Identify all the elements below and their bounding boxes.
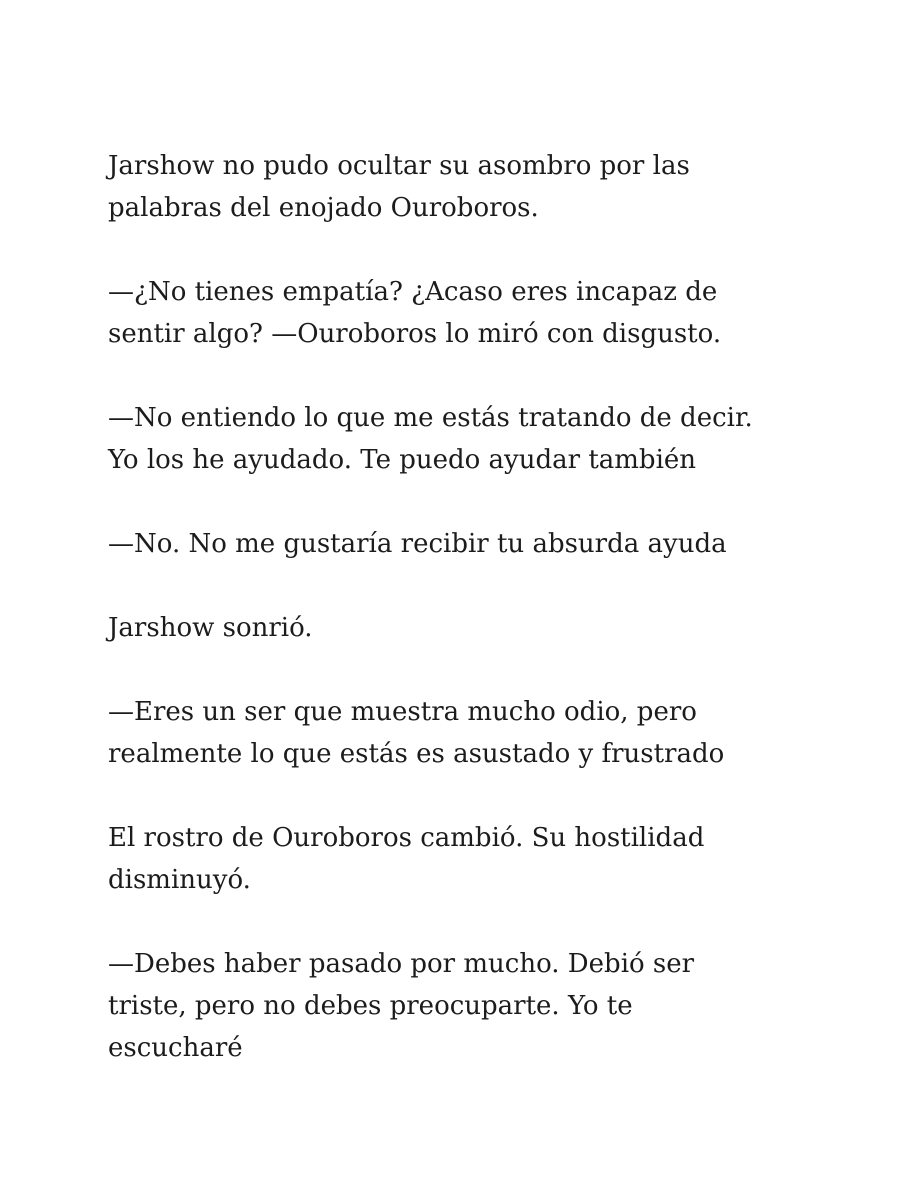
paragraph-line: —No. No me gustaría recibir tu absurda ayuda — [108, 529, 727, 559]
paragraph-line: —Debes haber pasado por mucho. Debió ser — [108, 949, 695, 979]
paragraph-line: Yo los he ayudado. Te puedo ayudar también — [108, 445, 697, 475]
paragraph-7 — [108, 817, 808, 901]
paragraph-line: —Eres un ser que muestra mucho odio, pero — [108, 697, 697, 727]
paragraph-6 — [108, 691, 808, 775]
paragraph-line: Jarshow no pudo ocultar su asombro por las — [108, 151, 690, 181]
paragraph-line: palabras del enojado Ouroboros. — [108, 193, 539, 223]
paragraph-line: realmente lo que estás es asustado y frustrado — [108, 739, 725, 769]
paragraph-5 — [108, 607, 808, 649]
paragraph-2 — [108, 271, 808, 355]
paragraph-line: —No entiendo lo que me estás tratando de decir. — [108, 403, 753, 433]
story-text — [108, 145, 808, 1111]
paragraph-3 — [108, 397, 808, 481]
paragraph-line: sentir algo? —Ouroboros lo miró con disgusto. — [108, 319, 722, 349]
paragraph-8 — [108, 943, 808, 1069]
paragraph-line: triste, pero no debes preocuparte. Yo te — [108, 991, 633, 1021]
paragraph-line: Jarshow sonrió. — [108, 613, 313, 643]
paragraph-line: El rostro de Ouroboros cambió. Su hostilidad — [108, 823, 705, 853]
paragraph-line: —¿No tienes empatía? ¿Acaso eres incapaz de — [108, 277, 718, 307]
paragraph-line: disminuyó. — [108, 865, 251, 895]
paragraph-4 — [108, 523, 808, 565]
paragraph-line: escucharé — [108, 1033, 243, 1063]
paragraph-1 — [108, 145, 808, 229]
